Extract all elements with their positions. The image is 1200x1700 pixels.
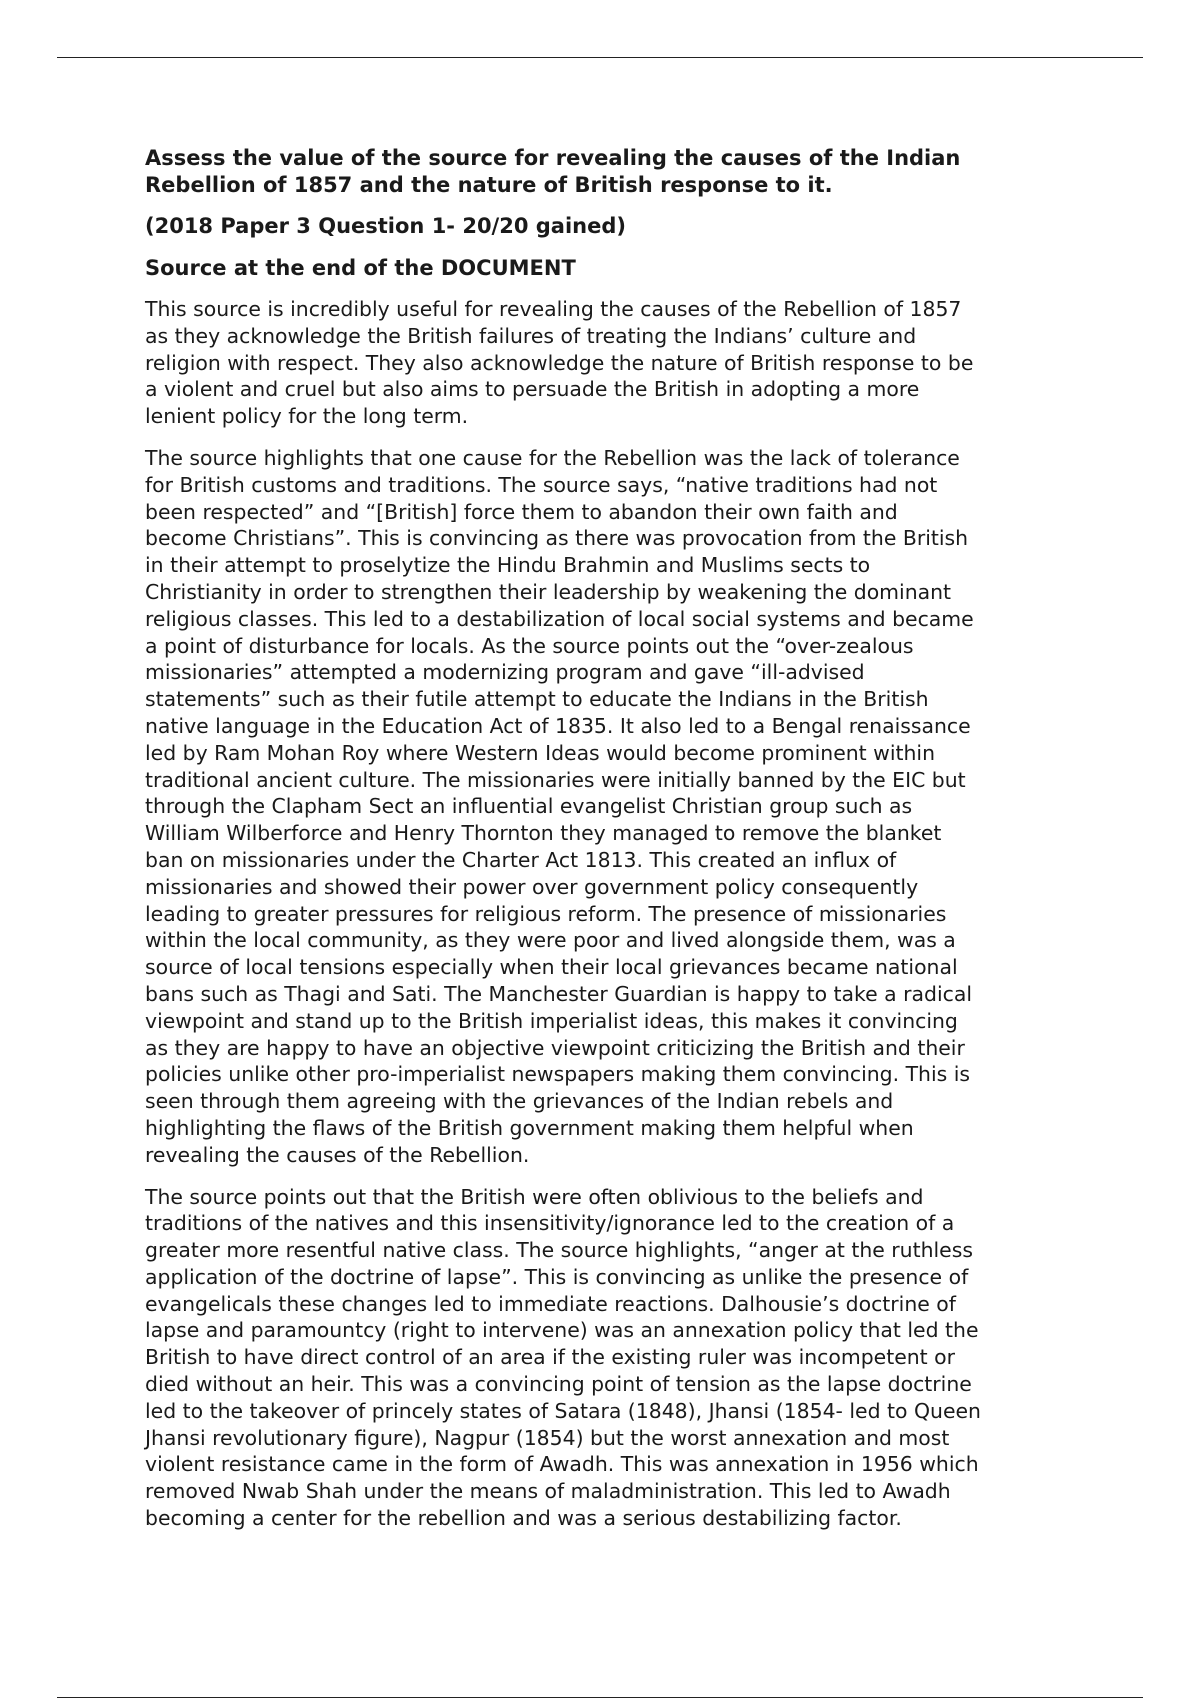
question-heading: Assess the value of the source for revealing the causes of the Indian Rebellion of 1857 and the nature of British response to it. <box>145 146 961 197</box>
document-body <box>145 145 1060 1547</box>
header-rule <box>57 57 1143 58</box>
footer-rule <box>57 1697 1143 1698</box>
source-note-heading: Source at the end of the DOCUMENT <box>145 255 576 280</box>
paragraph-religious-causes: The source highlights that one cause for the Rebellion was the lack of tolerance for British customs and traditions. The source says, “native traditions had not been respected” and “[British] force them to abandon their own faith and become Christians”. This is convincing as there was provocation from the British in their attempt to proselytize the Hindu Brahmin and Muslims sects to Christianity in order to strengthen their leadership by weakening the dominant religious classes. This led to a destabilization of local social systems and became a point of disturbance for locals. As the source points out the “over-zealous missionaries” attempted a modernizing program and gave “ill-advised statements” such as their futile attempt to educate the Indians in the British native language in the Education Act of 1835. It also led to a Bengal renaissance led by Ram Mohan Roy where Western Ideas would become prominent within traditional ancient culture. The missionaries were initially banned by the EIC but through the Clapham Sect an influential evangelist Christian group such as William Wilberforce and Henry Thornton they managed to remove the blanket ban on missionaries under the Charter Act 1813. This created an influx of missionaries and showed their power over government policy consequently leading to greater pressures for religious reform. The presence of missionaries within the local community, as they were poor and lived alongside them, was a source of local tensions especially when their local grievances became national bans such as Thagi and Sati. The Manchester Guardian is happy to take a radical viewpoint and stand up to the British imperialist ideas, this makes it convincing as they are happy to have an objective viewpoint criticizing the British and their policies unlike other pro-imperialist newspapers making them convincing. This is seen through them agreeing with the grievances of the Indian rebels and highlighting the flaws of the British government making them helpful when revealing the causes of the Rebellion. <box>145 445 974 1167</box>
paragraph-doctrine-of-lapse: The source points out that the British were often oblivious to the beliefs and traditions of the natives and this insensitivity/ignorance led to the creation of a greater more resentful native class. The source highlights, “anger at the ruthless application of the doctrine of lapse”. This is convincing as unlike the presence of evangelicals these changes led to immediate reactions. Dalhousie’s doctrine of lapse and paramountcy (right to intervene) was an annexation policy that led the British to have direct control of an area if the existing ruler was incompetent or died without an heir. This was a convincing point of tension as the lapse doctrine led to the takeover of princely states of Satara (1848), Jhansi (1854- led to Queen Jhansi revolutionary figure), Nagpur (1854) but the worst annexation and most violent resistance came in the form of Awadh. This was annexation in 1956 which removed Nwab Shah under the means of maladministration. This led to Awadh becoming a center for the rebellion and was a serious destabilizing factor. <box>145 1184 981 1531</box>
exam-reference-heading: (2018 Paper 3 Question 1- 20/20 gained) <box>145 214 626 238</box>
paragraph-intro: This source is incredibly useful for revealing the causes of the Rebellion of 1857 as they acknowledge the British failures of treating the Indians’ culture and religion with respect. They also acknowledge the nature of British response to be a violent and cruel but also aims to persuade the British in adopting a more lenient policy for the long term. <box>145 297 974 429</box>
